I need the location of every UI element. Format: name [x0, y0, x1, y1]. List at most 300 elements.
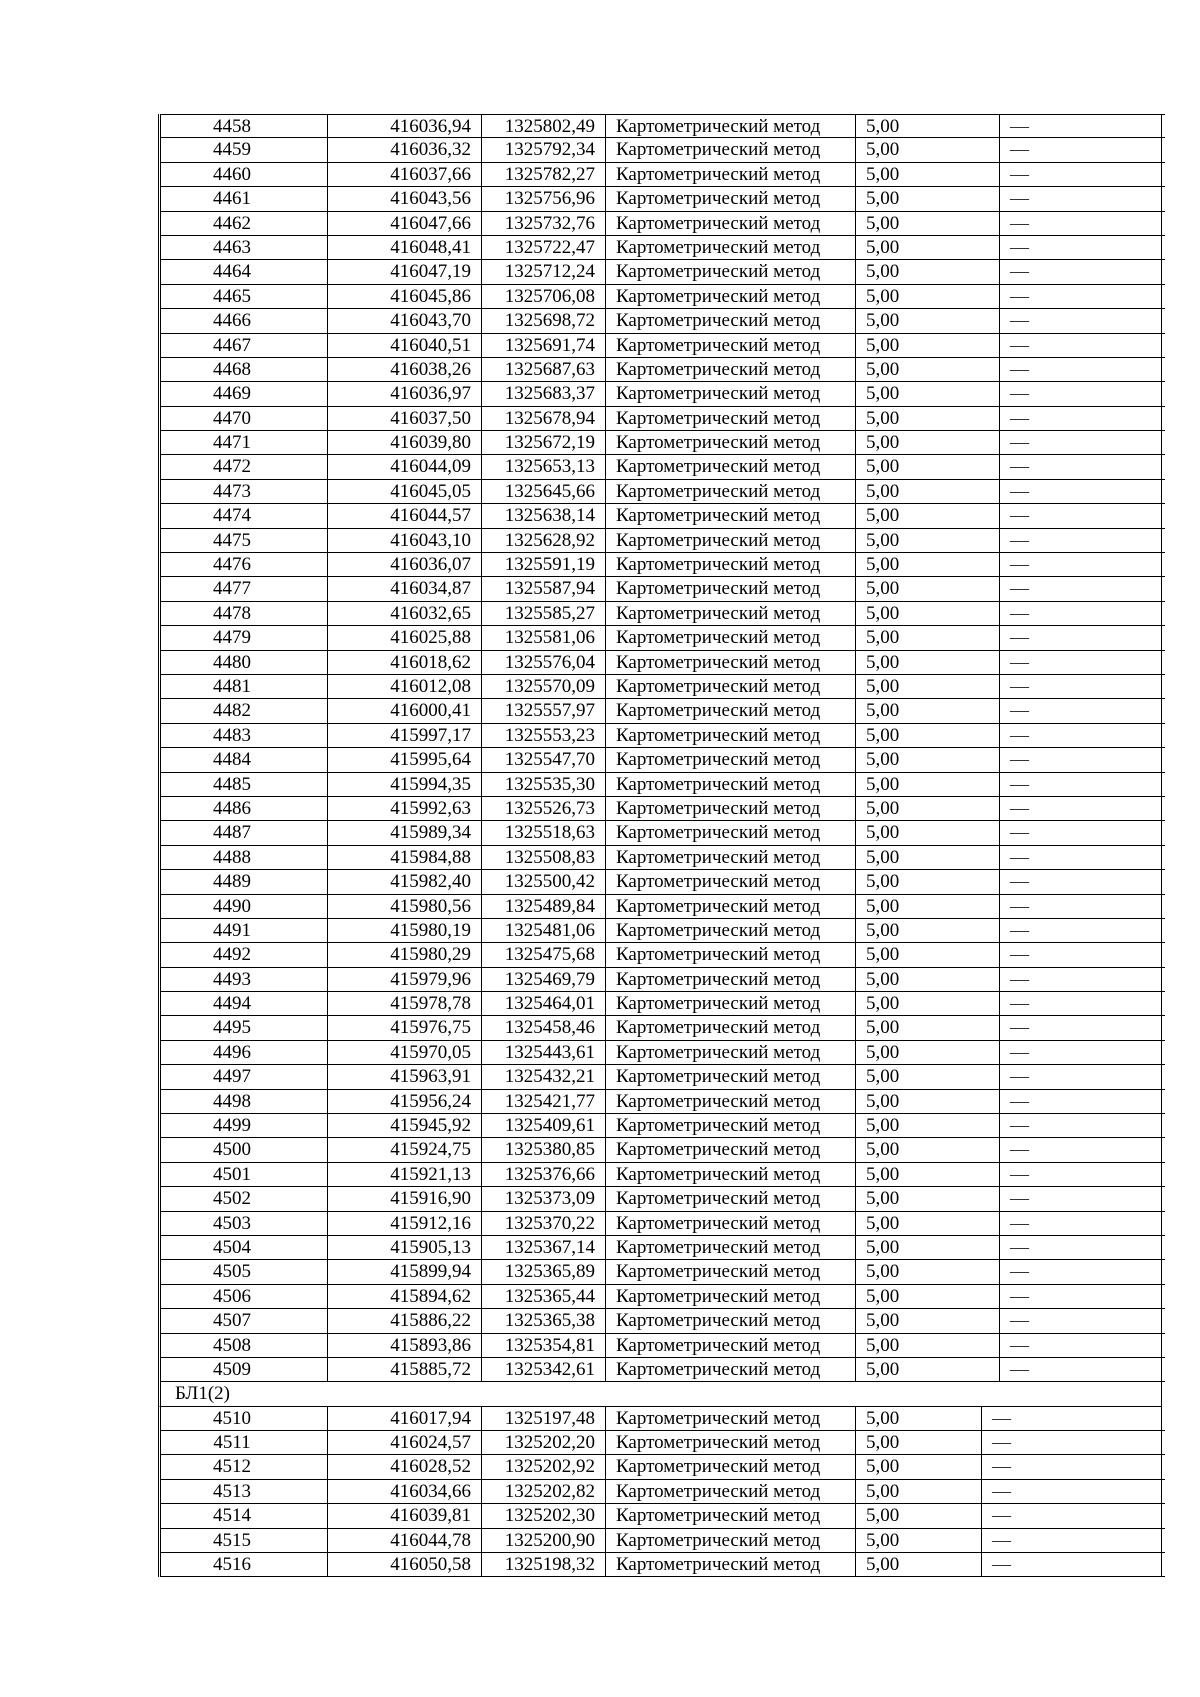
coord-y-cell: 1325802,49 [482, 114, 606, 138]
note-cell: — [982, 1455, 1165, 1479]
point-number-cell: 4503 [161, 1212, 328, 1236]
note-cell: — [1000, 1187, 1165, 1211]
note-cell: — [982, 1431, 1165, 1455]
error-value-cell: 5,00 [856, 1529, 982, 1553]
point-number-cell: 4484 [161, 748, 328, 772]
coord-y-cell: 1325576,04 [482, 651, 606, 675]
coord-x-cell: 416032,65 [328, 602, 482, 626]
error-value-cell: 5,00 [856, 1163, 1000, 1187]
table-section-1 [158, 114, 1162, 1382]
method-cell: Картометрический метод [606, 187, 856, 211]
point-number-cell: 4478 [161, 602, 328, 626]
coord-x-cell: 416034,87 [328, 577, 482, 601]
note-cell: — [1000, 260, 1165, 284]
coord-x-cell: 416043,70 [328, 309, 482, 333]
coord-y-cell: 1325464,01 [482, 992, 606, 1016]
note-cell: — [1000, 504, 1165, 528]
note-cell: — [1000, 1309, 1165, 1333]
error-value-cell: 5,00 [856, 1090, 1000, 1114]
coord-y-cell: 1325722,47 [482, 236, 606, 260]
coord-y-cell: 1325732,76 [482, 212, 606, 236]
coord-x-cell: 416044,57 [328, 504, 482, 528]
coord-x-cell: 416040,51 [328, 334, 482, 358]
coord-y-cell: 1325535,30 [482, 773, 606, 797]
coord-x-cell: 416039,80 [328, 431, 482, 455]
method-cell: Картометрический метод [606, 1529, 856, 1553]
note-cell: — [1000, 309, 1165, 333]
method-cell: Картометрический метод [606, 1090, 856, 1114]
coord-y-cell: 1325202,20 [482, 1431, 606, 1455]
error-value-cell: 5,00 [856, 577, 1000, 601]
error-value-cell: 5,00 [856, 163, 1000, 187]
coord-y-cell: 1325202,92 [482, 1455, 606, 1479]
error-value-cell: 5,00 [856, 1285, 1000, 1309]
coord-y-cell: 1325380,85 [482, 1138, 606, 1162]
error-value-cell: 5,00 [856, 1480, 982, 1504]
method-cell: Картометрический метод [606, 285, 856, 309]
method-cell: Картометрический метод [606, 1285, 856, 1309]
error-value-cell: 5,00 [856, 285, 1000, 309]
note-cell: — [1000, 114, 1165, 138]
note-cell: — [1000, 1212, 1165, 1236]
point-number-cell: 4479 [161, 626, 328, 650]
method-cell: Картометрический метод [606, 870, 856, 894]
error-value-cell: 5,00 [856, 334, 1000, 358]
coord-y-cell: 1325354,81 [482, 1334, 606, 1358]
method-cell: Картометрический метод [606, 748, 856, 772]
coord-y-cell: 1325443,61 [482, 1041, 606, 1065]
coord-y-cell: 1325585,27 [482, 602, 606, 626]
error-value-cell: 5,00 [856, 358, 1000, 382]
point-number-cell: 4466 [161, 309, 328, 333]
error-value-cell: 5,00 [856, 114, 1000, 138]
note-cell: — [1000, 992, 1165, 1016]
error-value-cell: 5,00 [856, 626, 1000, 650]
coord-y-cell: 1325481,06 [482, 919, 606, 943]
coord-y-cell: 1325678,94 [482, 407, 606, 431]
coord-y-cell: 1325645,66 [482, 480, 606, 504]
coord-y-cell: 1325197,48 [482, 1407, 606, 1431]
coord-y-cell: 1325698,72 [482, 309, 606, 333]
point-number-cell: 4482 [161, 699, 328, 723]
error-value-cell: 5,00 [856, 1065, 1000, 1089]
point-number-cell: 4495 [161, 1016, 328, 1040]
point-number-cell: 4460 [161, 163, 328, 187]
method-cell: Картометрический метод [606, 992, 856, 1016]
point-number-cell: 4474 [161, 504, 328, 528]
coord-x-cell: 416044,09 [328, 455, 482, 479]
point-number-cell: 4480 [161, 651, 328, 675]
coord-y-cell: 1325198,32 [482, 1553, 606, 1577]
point-number-cell: 4501 [161, 1163, 328, 1187]
error-value-cell: 5,00 [856, 455, 1000, 479]
error-value-cell: 5,00 [856, 504, 1000, 528]
coord-x-cell: 416025,88 [328, 626, 482, 650]
coord-y-cell: 1325653,13 [482, 455, 606, 479]
coord-x-cell: 416048,41 [328, 236, 482, 260]
error-value-cell: 5,00 [856, 1212, 1000, 1236]
coord-x-cell: 416018,62 [328, 651, 482, 675]
error-value-cell: 5,00 [856, 797, 1000, 821]
method-cell: Картометрический метод [606, 1260, 856, 1284]
coord-x-cell: 415980,56 [328, 895, 482, 919]
coord-y-cell: 1325591,19 [482, 553, 606, 577]
note-cell: — [1000, 943, 1165, 967]
note-cell: — [982, 1529, 1165, 1553]
coord-y-cell: 1325365,38 [482, 1309, 606, 1333]
coord-x-cell: 415995,64 [328, 748, 482, 772]
table-section-2 [158, 1407, 1162, 1578]
coord-x-cell: 415997,17 [328, 724, 482, 748]
method-cell: Картометрический метод [606, 480, 856, 504]
coord-x-cell: 416000,41 [328, 699, 482, 723]
coord-x-cell: 415886,22 [328, 1309, 482, 1333]
point-number-cell: 4473 [161, 480, 328, 504]
note-cell: — [1000, 797, 1165, 821]
error-value-cell: 5,00 [856, 1236, 1000, 1260]
error-value-cell: 5,00 [856, 1407, 982, 1431]
method-cell: Картометрический метод [606, 1504, 856, 1528]
coord-x-cell: 415980,19 [328, 919, 482, 943]
coord-x-cell: 415978,78 [328, 992, 482, 1016]
point-number-cell: 4492 [161, 943, 328, 967]
point-number-cell: 4464 [161, 260, 328, 284]
error-value-cell: 5,00 [856, 675, 1000, 699]
note-cell: — [1000, 1090, 1165, 1114]
coord-x-cell: 415984,88 [328, 846, 482, 870]
coord-y-cell: 1325526,73 [482, 797, 606, 821]
coord-x-cell: 415945,92 [328, 1114, 482, 1138]
note-cell: — [1000, 1138, 1165, 1162]
point-number-cell: 4467 [161, 334, 328, 358]
point-number-cell: 4516 [161, 1553, 328, 1577]
method-cell: Картометрический метод [606, 1480, 856, 1504]
error-value-cell: 5,00 [856, 138, 1000, 162]
method-cell: Картометрический метод [606, 1187, 856, 1211]
note-cell: — [1000, 626, 1165, 650]
coord-y-cell: 1325421,77 [482, 1090, 606, 1114]
coord-y-cell: 1325365,44 [482, 1285, 606, 1309]
error-value-cell: 5,00 [856, 919, 1000, 943]
error-value-cell: 5,00 [856, 260, 1000, 284]
point-number-cell: 4496 [161, 1041, 328, 1065]
note-cell: — [1000, 1236, 1165, 1260]
note-cell: — [982, 1480, 1165, 1504]
point-number-cell: 4461 [161, 187, 328, 211]
point-number-cell: 4469 [161, 382, 328, 406]
point-number-cell: 4506 [161, 1285, 328, 1309]
note-cell: — [1000, 846, 1165, 870]
method-cell: Картометрический метод [606, 1455, 856, 1479]
note-cell: — [982, 1553, 1165, 1577]
coord-x-cell: 416047,19 [328, 260, 482, 284]
method-cell: Картометрический метод [606, 699, 856, 723]
error-value-cell: 5,00 [856, 870, 1000, 894]
coord-x-cell: 415899,94 [328, 1260, 482, 1284]
point-number-cell: 4489 [161, 870, 328, 894]
coord-x-cell: 416047,66 [328, 212, 482, 236]
error-value-cell: 5,00 [856, 943, 1000, 967]
coord-y-cell: 1325553,23 [482, 724, 606, 748]
method-cell: Картометрический метод [606, 1065, 856, 1089]
method-cell: Картометрический метод [606, 651, 856, 675]
coord-y-cell: 1325792,34 [482, 138, 606, 162]
coord-x-cell: 415912,16 [328, 1212, 482, 1236]
point-number-cell: 4485 [161, 773, 328, 797]
method-cell: Картометрический метод [606, 1138, 856, 1162]
coord-x-cell: 415980,29 [328, 943, 482, 967]
point-number-cell: 4500 [161, 1138, 328, 1162]
note-cell: — [1000, 1041, 1165, 1065]
point-number-cell: 4504 [161, 1236, 328, 1260]
coord-x-cell: 416036,94 [328, 114, 482, 138]
point-number-cell: 4472 [161, 455, 328, 479]
note-cell: — [1000, 699, 1165, 723]
coord-y-cell: 1325638,14 [482, 504, 606, 528]
error-value-cell: 5,00 [856, 1016, 1000, 1040]
error-value-cell: 5,00 [856, 236, 1000, 260]
coord-y-cell: 1325458,46 [482, 1016, 606, 1040]
point-number-cell: 4494 [161, 992, 328, 1016]
method-cell: Картометрический метод [606, 358, 856, 382]
coord-x-cell: 415894,62 [328, 1285, 482, 1309]
error-value-cell: 5,00 [856, 602, 1000, 626]
note-cell: — [1000, 431, 1165, 455]
point-number-cell: 4491 [161, 919, 328, 943]
coord-x-cell: 415979,96 [328, 968, 482, 992]
point-number-cell: 4487 [161, 821, 328, 845]
point-number-cell: 4514 [161, 1504, 328, 1528]
point-number-cell: 4499 [161, 1114, 328, 1138]
note-cell: — [1000, 1163, 1165, 1187]
error-value-cell: 5,00 [856, 1187, 1000, 1211]
note-cell: — [1000, 236, 1165, 260]
method-cell: Картометрический метод [606, 1358, 856, 1382]
error-value-cell: 5,00 [856, 992, 1000, 1016]
note-cell: — [1000, 187, 1165, 211]
note-cell: — [1000, 602, 1165, 626]
coord-y-cell: 1325365,89 [482, 1260, 606, 1284]
method-cell: Картометрический метод [606, 138, 856, 162]
note-cell: — [1000, 285, 1165, 309]
note-cell: — [1000, 358, 1165, 382]
coord-x-cell: 415924,75 [328, 1138, 482, 1162]
coord-y-cell: 1325202,82 [482, 1480, 606, 1504]
note-cell: — [1000, 1016, 1165, 1040]
note-cell: — [1000, 163, 1165, 187]
coord-y-cell: 1325706,08 [482, 285, 606, 309]
coord-x-cell: 415885,72 [328, 1358, 482, 1382]
coord-y-cell: 1325581,06 [482, 626, 606, 650]
method-cell: Картометрический метод [606, 236, 856, 260]
error-value-cell: 5,00 [856, 382, 1000, 406]
coord-x-cell: 416037,66 [328, 163, 482, 187]
coordinates-table [158, 114, 1162, 1577]
method-cell: Картометрический метод [606, 846, 856, 870]
point-number-cell: 4511 [161, 1431, 328, 1455]
note-cell: — [1000, 529, 1165, 553]
method-cell: Картометрический метод [606, 1334, 856, 1358]
method-cell: Картометрический метод [606, 1309, 856, 1333]
note-cell: — [1000, 455, 1165, 479]
note-cell: — [1000, 212, 1165, 236]
coord-y-cell: 1325587,94 [482, 577, 606, 601]
point-number-cell: 4483 [161, 724, 328, 748]
method-cell: Картометрический метод [606, 382, 856, 406]
note-cell: — [1000, 138, 1165, 162]
method-cell: Картометрический метод [606, 1407, 856, 1431]
point-number-cell: 4505 [161, 1260, 328, 1284]
coord-x-cell: 416028,52 [328, 1455, 482, 1479]
point-number-cell: 4463 [161, 236, 328, 260]
point-number-cell: 4502 [161, 1187, 328, 1211]
error-value-cell: 5,00 [856, 821, 1000, 845]
method-cell: Картометрический метод [606, 577, 856, 601]
error-value-cell: 5,00 [856, 529, 1000, 553]
coord-y-cell: 1325432,21 [482, 1065, 606, 1089]
error-value-cell: 5,00 [856, 1504, 982, 1528]
error-value-cell: 5,00 [856, 968, 1000, 992]
error-value-cell: 5,00 [856, 748, 1000, 772]
method-cell: Картометрический метод [606, 431, 856, 455]
method-cell: Картометрический метод [606, 797, 856, 821]
coord-x-cell: 415963,91 [328, 1065, 482, 1089]
method-cell: Картометрический метод [606, 895, 856, 919]
error-value-cell: 5,00 [856, 651, 1000, 675]
method-cell: Картометрический метод [606, 1553, 856, 1577]
method-cell: Картометрический метод [606, 334, 856, 358]
coord-x-cell: 416050,58 [328, 1553, 482, 1577]
point-number-cell: 4465 [161, 285, 328, 309]
method-cell: Картометрический метод [606, 1016, 856, 1040]
error-value-cell: 5,00 [856, 1334, 1000, 1358]
method-cell: Картометрический метод [606, 114, 856, 138]
error-value-cell: 5,00 [856, 212, 1000, 236]
coord-x-cell: 415921,13 [328, 1163, 482, 1187]
method-cell: Картометрический метод [606, 1041, 856, 1065]
method-cell: Картометрический метод [606, 675, 856, 699]
method-cell: Картометрический метод [606, 407, 856, 431]
coord-y-cell: 1325342,61 [482, 1358, 606, 1382]
method-cell: Картометрический метод [606, 724, 856, 748]
point-number-cell: 4497 [161, 1065, 328, 1089]
method-cell: Картометрический метод [606, 626, 856, 650]
note-cell: — [1000, 748, 1165, 772]
coord-y-cell: 1325475,68 [482, 943, 606, 967]
note-cell: — [1000, 334, 1165, 358]
coord-x-cell: 416039,81 [328, 1504, 482, 1528]
note-cell: — [1000, 1358, 1165, 1382]
method-cell: Картометрический метод [606, 1163, 856, 1187]
error-value-cell: 5,00 [856, 895, 1000, 919]
error-value-cell: 5,00 [856, 846, 1000, 870]
note-cell: — [1000, 895, 1165, 919]
note-cell: — [1000, 1260, 1165, 1284]
coord-y-cell: 1325489,84 [482, 895, 606, 919]
coord-y-cell: 1325518,63 [482, 821, 606, 845]
method-cell: Картометрический метод [606, 163, 856, 187]
coord-x-cell: 416024,57 [328, 1431, 482, 1455]
note-cell: — [1000, 724, 1165, 748]
coord-x-cell: 416036,97 [328, 382, 482, 406]
method-cell: Картометрический метод [606, 1212, 856, 1236]
point-number-cell: 4507 [161, 1309, 328, 1333]
point-number-cell: 4476 [161, 553, 328, 577]
note-cell: — [1000, 675, 1165, 699]
coord-y-cell: 1325672,19 [482, 431, 606, 455]
coord-x-cell: 415994,35 [328, 773, 482, 797]
point-number-cell: 4459 [161, 138, 328, 162]
coord-x-cell: 415905,13 [328, 1236, 482, 1260]
coord-x-cell: 416012,08 [328, 675, 482, 699]
coord-y-cell: 1325691,74 [482, 334, 606, 358]
note-cell: — [1000, 968, 1165, 992]
point-number-cell: 4471 [161, 431, 328, 455]
point-number-cell: 4488 [161, 846, 328, 870]
note-cell: — [982, 1504, 1165, 1528]
point-number-cell: 4493 [161, 968, 328, 992]
coord-x-cell: 416036,07 [328, 553, 482, 577]
coord-y-cell: 1325500,42 [482, 870, 606, 894]
coord-y-cell: 1325376,66 [482, 1163, 606, 1187]
error-value-cell: 5,00 [856, 1260, 1000, 1284]
method-cell: Картометрический метод [606, 919, 856, 943]
coord-y-cell: 1325557,97 [482, 699, 606, 723]
coord-y-cell: 1325409,61 [482, 1114, 606, 1138]
coord-x-cell: 415970,05 [328, 1041, 482, 1065]
method-cell: Картометрический метод [606, 1431, 856, 1455]
coord-y-cell: 1325756,96 [482, 187, 606, 211]
coord-x-cell: 416043,10 [328, 529, 482, 553]
point-number-cell: 4509 [161, 1358, 328, 1382]
error-value-cell: 5,00 [856, 1138, 1000, 1162]
coord-y-cell: 1325782,27 [482, 163, 606, 187]
method-cell: Картометрический метод [606, 309, 856, 333]
error-value-cell: 5,00 [856, 1358, 1000, 1382]
point-number-cell: 4490 [161, 895, 328, 919]
note-cell: — [1000, 870, 1165, 894]
note-cell: — [1000, 577, 1165, 601]
coord-y-cell: 1325570,09 [482, 675, 606, 699]
note-cell: — [1000, 407, 1165, 431]
note-cell: — [1000, 773, 1165, 797]
coord-x-cell: 415956,24 [328, 1090, 482, 1114]
error-value-cell: 5,00 [856, 431, 1000, 455]
note-cell: — [1000, 1065, 1165, 1089]
point-number-cell: 4477 [161, 577, 328, 601]
error-value-cell: 5,00 [856, 480, 1000, 504]
method-cell: Картометрический метод [606, 1236, 856, 1260]
method-cell: Картометрический метод [606, 504, 856, 528]
error-value-cell: 5,00 [856, 1114, 1000, 1138]
error-value-cell: 5,00 [856, 309, 1000, 333]
coord-y-cell: 1325547,70 [482, 748, 606, 772]
point-number-cell: 4510 [161, 1407, 328, 1431]
coord-x-cell: 415916,90 [328, 1187, 482, 1211]
coord-x-cell: 416044,78 [328, 1529, 482, 1553]
coord-y-cell: 1325200,90 [482, 1529, 606, 1553]
coord-y-cell: 1325687,63 [482, 358, 606, 382]
coord-x-cell: 416036,32 [328, 138, 482, 162]
error-value-cell: 5,00 [856, 1553, 982, 1577]
point-number-cell: 4468 [161, 358, 328, 382]
method-cell: Картометрический метод [606, 821, 856, 845]
method-cell: Картометрический метод [606, 529, 856, 553]
coord-x-cell: 416037,50 [328, 407, 482, 431]
point-number-cell: 4458 [161, 114, 328, 138]
method-cell: Картометрический метод [606, 773, 856, 797]
note-cell: — [1000, 1334, 1165, 1358]
